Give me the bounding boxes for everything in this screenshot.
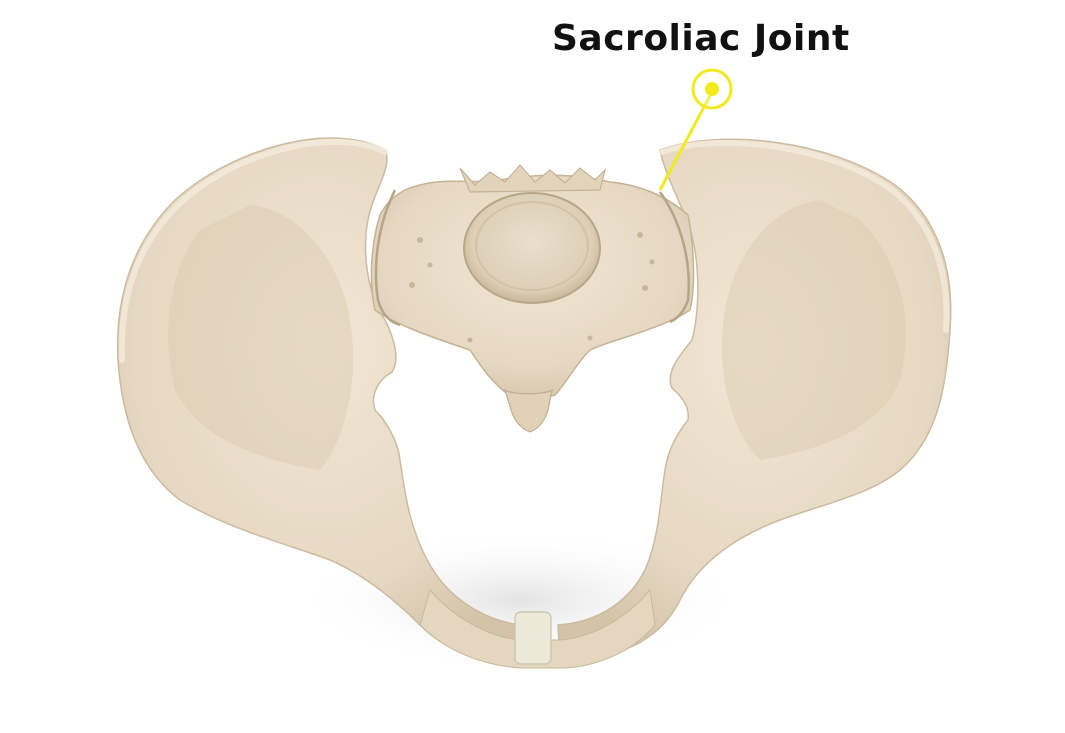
annotation-dot bbox=[705, 82, 719, 96]
annotation-label: Sacroliac Joint bbox=[552, 18, 850, 59]
pubic-symphysis-cartilage bbox=[515, 612, 551, 664]
coccyx bbox=[505, 390, 552, 432]
sacral-processes bbox=[460, 165, 605, 192]
sacral-promontory-disc bbox=[464, 193, 600, 303]
